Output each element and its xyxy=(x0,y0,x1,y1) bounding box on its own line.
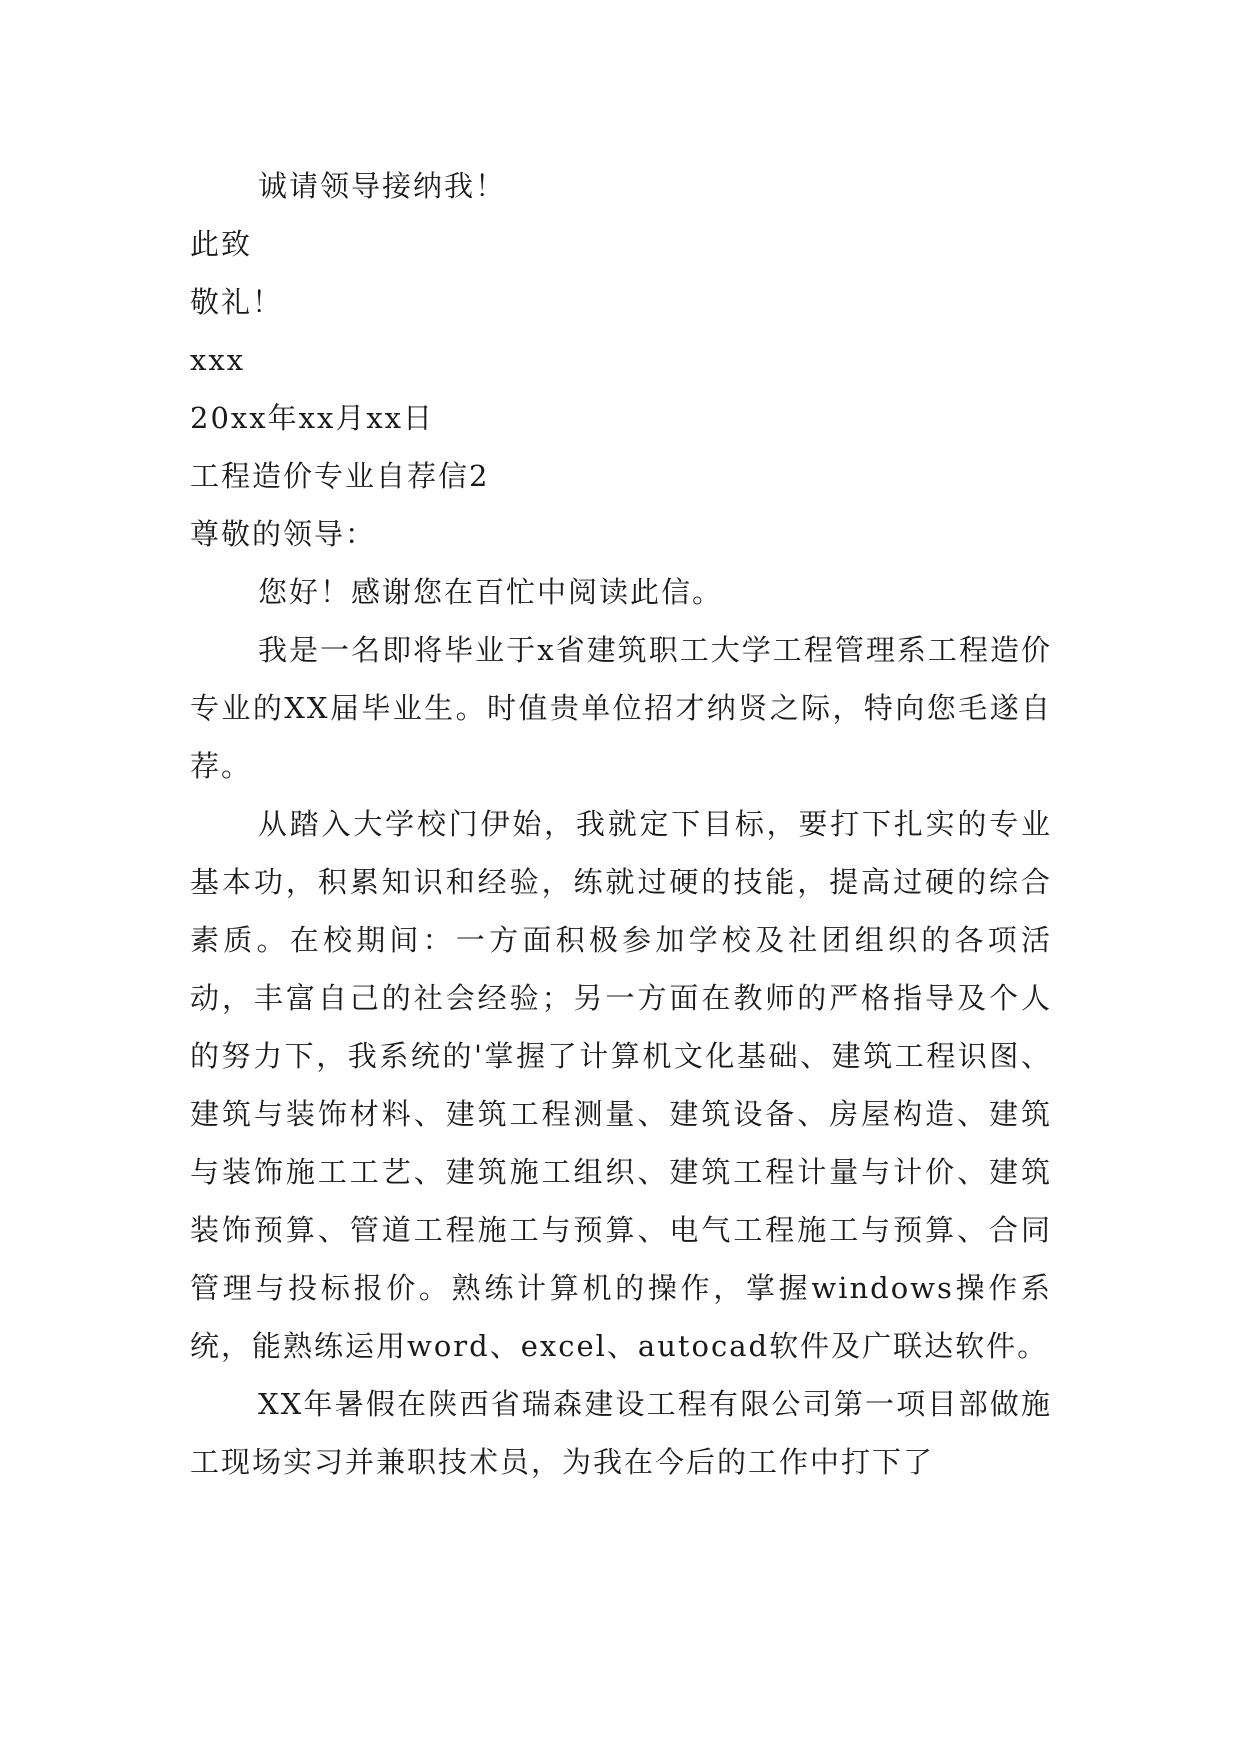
closing-salutation-1: 此致 xyxy=(190,227,253,261)
paragraph-thanks: 您好！感谢您在百忙中阅读此信。 xyxy=(258,575,724,609)
greeting: 尊敬的领导： xyxy=(190,517,377,551)
paragraph-experience: XX年暑假在陕西省瑞森建设工程有限公司第一项目部做施工现场实习并兼职技术员，为我在今后的工作中打下了 xyxy=(190,1387,1052,1479)
letter-date: 20xx年xx月xx日 xyxy=(190,401,435,435)
document-page xyxy=(190,157,1052,1491)
paragraph-introduction: 我是一名即将毕业于x省建筑职工大学工程管理系工程造价专业的XX届毕业生。时值贵单位招才纳贤之际，特向您毛遂自荐。 xyxy=(190,633,1052,783)
signature: xxx xyxy=(190,343,246,377)
closing-salutation-2: 敬礼！ xyxy=(190,285,284,319)
section-title: 工程造价专业自荐信2 xyxy=(190,459,490,493)
paragraph-education: 从踏入大学校门伊始，我就定下目标，要打下扎实的专业基本功，积累知识和经验，练就过硬的技能，提高过硬的综合素质。在校期间：一方面积极参加学校及社团组织的各项活动，丰富自己的社会经验；另一方面在教师的严格指导及个人的努力下，我系统的'掌握了计算机文化基础、建筑工程识图、建筑与装饰材料、建筑工程测量、建筑设备、房屋构造、建筑与装饰施工工艺、建筑施工组织、建筑工程计量与计价、建筑装饰预算、管道工程施工与预算、电气工程施工与预算、合同管理与投标报价。熟练计算机的操作，掌握windows操作系统，能熟练运用word、excel、autocad软件及广联达软件。 xyxy=(190,807,1052,1363)
closing-request: 诚请领导接纳我！ xyxy=(258,169,507,203)
